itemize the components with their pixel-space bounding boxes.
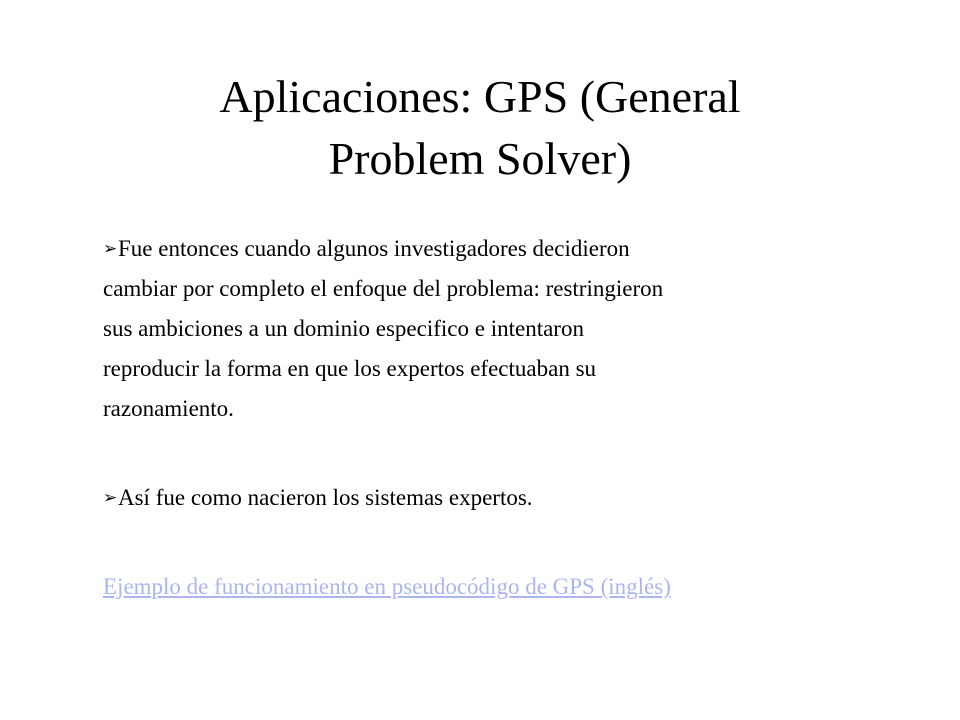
paragraph-1-line-2: cambiar por completo el enfoque del problema: restringieron bbox=[103, 276, 664, 301]
bullet-paragraph-2 bbox=[103, 478, 903, 518]
slide-title-line-2: Problem Solver) bbox=[328, 133, 632, 184]
paragraph-2-text: Así fue como nacieron los sistemas expertos. bbox=[118, 485, 533, 510]
slide-title-line-1: Aplicaciones: GPS (General bbox=[219, 71, 741, 122]
gps-pseudocode-example-link[interactable]: Ejemplo de funcionamiento en pseudocódigo de GPS (inglés) bbox=[103, 574, 671, 599]
paragraph-1-line-4: reproducir la forma en que los expertos efectuaban su bbox=[103, 356, 597, 381]
arrowhead-bullet-icon: ➢ bbox=[103, 488, 118, 507]
bullet-paragraph-1 bbox=[103, 229, 903, 429]
paragraph-1-line-1 bbox=[103, 229, 903, 269]
paragraph-2-line-1 bbox=[103, 478, 903, 518]
arrowhead-bullet-icon: ➢ bbox=[103, 239, 118, 258]
paragraph-1-line-5: razonamiento. bbox=[103, 396, 234, 421]
paragraph-1-line-1-text: Fue entonces cuando algunos investigadores decidieron bbox=[118, 236, 630, 261]
paragraph-1-line-3: sus ambiciones a un dominio especifico e intentaron bbox=[103, 316, 584, 341]
slide-title bbox=[100, 66, 860, 190]
